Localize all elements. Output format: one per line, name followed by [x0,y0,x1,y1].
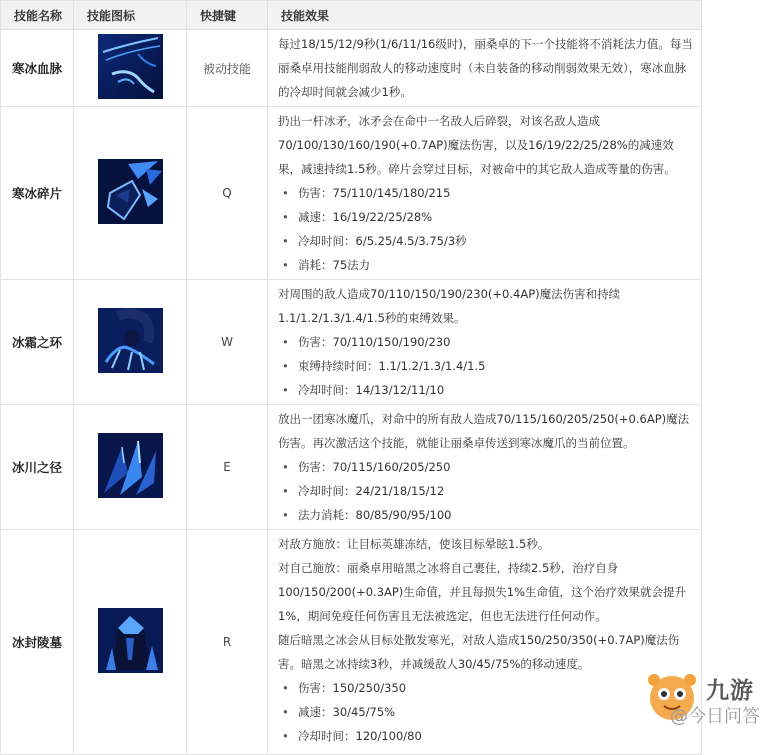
frost-ring-icon [98,308,163,373]
list-item: • 冷却时间：120/100/80 [278,724,695,748]
skill-effect [268,280,702,405]
ice-shard-icon [98,159,163,224]
glacial-path-icon [98,433,163,498]
list-item: • 伤害：70/115/160/205/250 [278,455,695,479]
skill-key: W [187,280,268,405]
list-item: • 冷却时间：6/5.25/4.5/3.75/3秒 [278,229,695,253]
skill-name: 寒冰碎片 [1,107,74,280]
skill-icon-cell [74,107,187,280]
list-item: • 冷却时间：24/21/18/15/12 [278,479,695,503]
list-item: • 伤害：75/110/145/180/215 [278,181,695,205]
table-row [1,405,702,530]
skill-effect [268,107,702,280]
skill-icon-cell [74,280,187,405]
table-row [1,530,702,755]
list-item: • 法力消耗：80/85/90/95/100 [278,503,695,527]
effect-paragraph: 每过18/15/12/9秒(1/6/11/16级时)，丽桑卓的下一个技能将不消耗法力值。每当丽桑卓用技能削弱敌人的移动速度时（未自装备的移动削弱效果无效），寒冰血脉的冷却时间就会减少1秒。 [278,37,693,99]
header-key: 快捷键 [187,1,268,30]
skill-name: 冰封陵墓 [1,530,74,755]
skill-icon-cell [74,530,187,755]
effect-paragraph: 放出一团寒冰魔爪，对命中的所有敌人造成70/115/160/205/250(+0.6AP)魔法伤害。再次激活这个技能，就能让丽桑卓传送到寒冰魔爪的当前位置。 [278,412,690,450]
skill-name: 冰川之径 [1,405,74,530]
list-item: • 伤害：70/110/150/190/230 [278,330,695,354]
header-effect: 技能效果 [268,1,702,30]
watermark [640,668,770,744]
table-row [1,280,702,405]
watermark-brand: 九游 [706,678,754,704]
list-item: • 消耗：75法力 [278,253,695,277]
list-item: • 冷却时间：14/13/12/11/10 [278,378,695,402]
list-item: • 伤害：150/250/350 [278,676,695,700]
effect-paragraph: 对自己施放：丽桑卓用暗黑之冰将自己裹住，持续2.5秒，治疗自身100/150/200(+0.3AP)生命值，并且每损失1%生命值，这个治疗效果就会提升1%，期间免疫任何伤害且无法被选定，但也无法进行任何动作。 [278,561,687,623]
effect-paragraph: 随后暗黑之冰会从目标处散发寒光，对敌人造成150/250/350(+0.7AP)魔法伤害。暗黑之冰持续3秒，并减缓敌人30/45/75%的移动速度。 [278,633,680,671]
list-item: • 减速：30/45/75% [278,700,695,724]
effect-paragraph: 对周围的敌人造成70/110/150/190/230(+0.4AP)魔法伤害和持续1.1/1.2/1.3/1.4/1.5秒的束缚效果。 [278,287,621,325]
skill-icon-cell [74,405,187,530]
header-icon: 技能图标 [74,1,187,30]
effect-paragraph: 对敌方施放：让目标英雄冻结，使该目标晕眩1.5秒。 [278,537,550,551]
list-item: • 减速：16/19/22/25/28% [278,205,695,229]
effect-list [278,455,695,527]
skill-effect [268,405,702,530]
table-header-row [1,1,702,30]
skill-name: 冰霜之环 [1,280,74,405]
skill-key: 被动技能 [187,30,268,107]
skill-key: R [187,530,268,755]
skill-key: Q [187,107,268,280]
frost-hand-icon [98,34,163,99]
skill-effect [268,530,702,755]
effect-list [278,676,695,748]
table-row [1,107,702,280]
watermark-sub: @今日问答 [670,706,760,727]
effect-paragraph: 扔出一杆冰矛，冰矛会在命中一名敌人后碎裂，对该名敌人造成70/100/130/160/190(+0.7AP)魔法伤害，以及16/19/22/25/28%的减速效果，减速持续1.5秒。碎片会穿过目标，对被命中的其它敌人造成等量的伤害。 [278,114,676,176]
table-row [1,30,702,107]
skill-name: 寒冰血脉 [1,30,74,107]
effect-list [278,181,695,277]
effect-list [278,330,695,402]
skill-icon-cell [74,30,187,107]
skill-key: E [187,405,268,530]
list-item: • 束缚持续时间：1.1/1.2/1.3/1.4/1.5 [278,354,695,378]
header-name: 技能名称 [1,1,74,30]
frozen-tomb-icon [98,608,163,673]
skill-effect [268,30,702,107]
